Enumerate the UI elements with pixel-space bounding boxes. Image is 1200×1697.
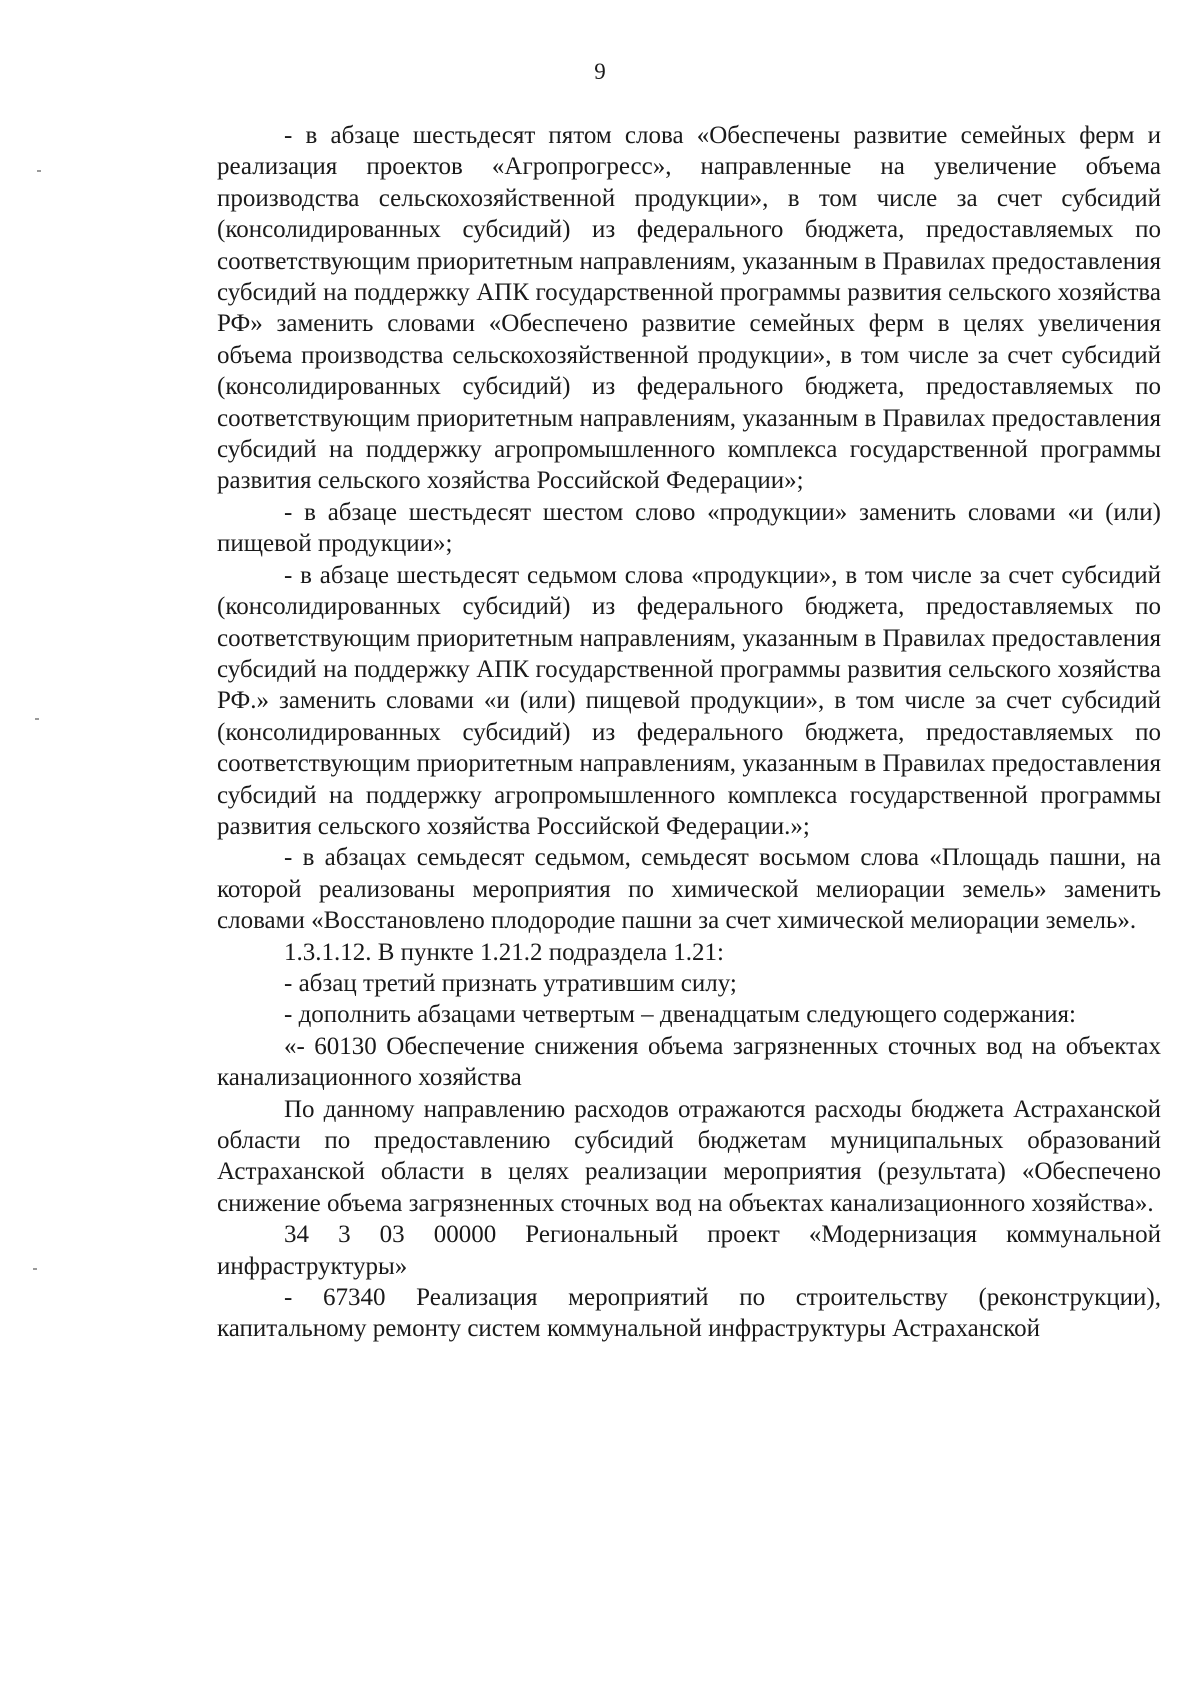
document-body (217, 120, 1161, 1345)
page-number: 9 (594, 59, 606, 84)
paragraph-10: 34 3 03 00000 Региональный проект «Модернизация коммунальной инфраструктуры» (217, 1221, 1161, 1280)
paragraph-6: - абзац третий признать утратившим силу; (284, 969, 737, 997)
paragraph-8: «- 60130 Обеспечение снижения объема загрязненных сточных вод на объектах канализационного хозяйства (217, 1032, 1161, 1092)
scan-speck (35, 718, 39, 720)
scan-speck (33, 1268, 37, 1270)
paragraph-2: - в абзаце шестьдесят шестом слово «продукции» заменить словами «и (или) пищевой продукции»; (217, 498, 1161, 558)
paragraph-9: По данному направлению расходов отражаются расходы бюджета Астраханской области по предоставлению субсидий бюджетам муниципальных образований Астраханской области в целях реализации мероприятия (результата) «Обеспечено снижение объема загрязненных сточных вод на объектах канализационного хозяйства». (217, 1095, 1161, 1217)
paragraph-11: - 67340 Реализация мероприятий по строительству (реконструкции), капитальному ремонту систем коммунальной инфраструктуры Астраханской (217, 1284, 1161, 1343)
paragraph-7: - дополнить абзацами четвертым – двенадцатым следующего содержания: (284, 1001, 1076, 1029)
paragraph-1: - в абзаце шестьдесят пятом слова «Обеспечены развитие семейных ферм и реализация проектов «Агропрогресс», направленные на увеличение объема производства сельскохозяйственной продукции», в том числе за счет субсидий (консолидированных субсидий) из федерального бюджета, предоставляемых по соответствующим приоритетным направлениям, указанным в Правилах предоставления субсидий на поддержку АПК государственной программы развития сельского хозяйства РФ» заменить словами «Обеспечено развитие семейных ферм в целях увеличения объема производства сельскохозяйственной продукции», в том числе за счет субсидий (консолидированных субсидий) из федерального бюджета, предоставляемых по соответствующим приоритетным направлениям, указанным в Правилах предоставления субсидий на поддержку агропромышленного комплекса государственной программы развития сельского хозяйства Российской Федерации»; (217, 122, 1161, 495)
paragraph-5: 1.3.1.12. В пункте 1.21.2 подраздела 1.21: (284, 938, 725, 966)
scan-speck (37, 170, 41, 172)
paragraph-4: - в абзацах семьдесят седьмом, семьдесят восьмом слова «Площадь пашни, на которой реализованы мероприятия по химической мелиорации земель» заменить словами «Восстановлено плодородие пашни за счет химической мелиорации земель». (217, 844, 1161, 935)
paragraph-3: - в абзаце шестьдесят седьмом слова «продукции», в том числе за счет субсидий (консолидированных субсидий) из федерального бюджета, предоставляемых по соответствующим приоритетным направлениям, указанным в Правилах предоставления субсидий на поддержку АПК государственной программы развития сельского хозяйства РФ.» заменить словами «и (или) пищевой продукции», в том числе за счет субсидий (консолидированных субсидий) из федерального бюджета, предоставляемых по соответствующим приоритетным направлениям, указанным в Правилах предоставления субсидий на поддержку агропромышленного комплекса государственной программы развития сельского хозяйства Российской Федерации.»; (217, 561, 1161, 840)
